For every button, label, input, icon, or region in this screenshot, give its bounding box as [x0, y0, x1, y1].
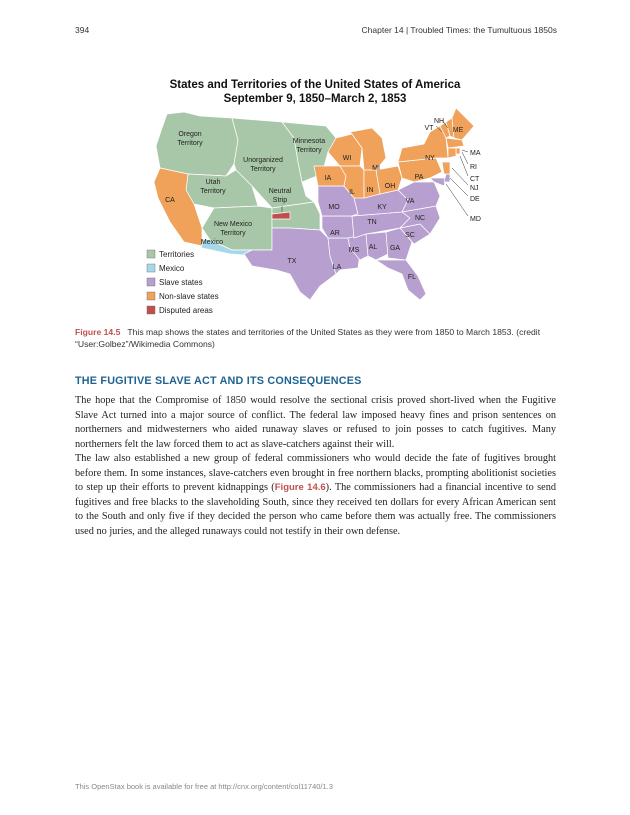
label-sc: SC	[405, 232, 415, 239]
label-ca: CA	[165, 197, 175, 204]
label-ms: MS	[348, 247, 360, 254]
label-ar: AR	[330, 230, 340, 237]
label-neutral-2: Strip	[272, 197, 288, 204]
label-oh: OH	[384, 183, 396, 190]
label-minnesota-2: Territory	[296, 147, 322, 154]
label-md: MD	[470, 216, 481, 223]
paragraph-1: The hope that the Compromise of 1850 would resolve the sectional crisis proved short-lived when the Fugitive Slave Act turned into a major source of conflict. The federal law imposed heavy fines and prison sentences on northerners and midwesterners who aided runaway slaves or refused to join posses to catch fugitives. Many northerners felt the law forced them to act as slave-catchers against their will.	[75, 395, 556, 450]
running-head: Chapter 14 | Troubled Times: the Tumultuous 1850s	[361, 25, 557, 35]
label-unorganized-1: Unorganized	[243, 157, 283, 164]
section-heading: THE FUGITIVE SLAVE ACT AND ITS CONSEQUENCES	[75, 375, 362, 387]
label-mexico: Mexico	[200, 239, 224, 246]
map-legend	[147, 250, 219, 315]
label-fl: FL	[407, 274, 417, 281]
label-de: DE	[470, 196, 480, 203]
state-nj	[442, 162, 450, 174]
label-utah-1: Utah	[205, 179, 221, 186]
state-ri	[456, 148, 460, 154]
legend-swatch-disputed	[147, 306, 155, 314]
label-mo: MO	[328, 204, 340, 211]
label-al: AL	[368, 244, 378, 251]
label-tx: TX	[287, 258, 297, 265]
label-nh: NH	[433, 118, 445, 125]
legend-swatch-slave	[147, 278, 155, 286]
legend-label-disputed: Disputed areas	[159, 306, 213, 315]
label-in: IN	[366, 187, 374, 194]
label-il: IL	[349, 189, 355, 196]
label-la: LA	[332, 264, 342, 271]
label-vt: VT	[424, 125, 434, 132]
label-va: VA	[405, 198, 415, 205]
label-new-mexico-1: New Mexico	[213, 221, 253, 228]
legend-label-territories: Territories	[159, 250, 195, 259]
label-new-mexico-2: Territory	[220, 230, 246, 237]
footer-note: This OpenStax book is available for free at http://cnx.org/content/col11740/1.3	[75, 782, 333, 791]
state-de	[444, 174, 450, 182]
label-ma: MA	[470, 150, 481, 157]
legend-label-mexico: Mexico	[159, 264, 185, 273]
label-nj: NJ	[470, 185, 479, 192]
map-title-line2: September 9, 1850–March 2, 1853	[223, 93, 407, 105]
label-ct: CT	[470, 176, 480, 183]
label-unorganized-2: Territory	[250, 166, 276, 173]
label-ia: IA	[324, 175, 332, 182]
map-title-line1: States and Territories of the United States of America	[169, 79, 461, 91]
state-ct	[448, 148, 456, 158]
figure-caption	[75, 327, 555, 350]
label-me: ME	[452, 127, 464, 134]
label-utah-2: Territory	[200, 188, 226, 195]
figure-caption-text: This map shows the states and territories of the United States as they were from 1850 to March 1853. (credit “User:Golbez”/Wikimedia Commons)	[75, 327, 541, 349]
legend-swatch-territories	[147, 250, 155, 258]
label-minnesota-1: Minnesota	[292, 138, 326, 145]
map-figure	[140, 78, 490, 323]
label-tn: TN	[367, 219, 377, 226]
state-fl	[376, 260, 426, 300]
state-me	[452, 108, 474, 140]
figure-label: Figure 14.5	[75, 327, 121, 337]
label-nc: NC	[414, 215, 426, 222]
label-pa: PA	[414, 174, 424, 181]
label-ri: RI	[470, 164, 477, 171]
us-map	[140, 78, 490, 323]
state-ny	[398, 126, 448, 162]
legend-swatch-nonslave	[147, 292, 155, 300]
figure-14-6-link[interactable]: Figure 14.6	[274, 482, 326, 494]
paragraph-2	[75, 452, 556, 540]
legend-label-slave: Slave states	[159, 278, 203, 287]
label-mi: MI	[372, 165, 380, 172]
label-ga: GA	[389, 245, 401, 252]
page-number: 394	[75, 25, 90, 35]
paragraph-2-part-a: The law also established a new group of federal commissioners who would decide the fate of fugitives brought before them. In some instances, slave-catchers even brought in free northern blacks, prompting abolitionist societies to step up their efforts to prevent kidnappings (	[75, 453, 556, 494]
label-oregon-1: Oregon	[178, 131, 202, 138]
label-oregon-2: Territory	[177, 140, 203, 147]
label-wi: WI	[342, 155, 352, 162]
legend-swatch-mexico	[147, 264, 155, 272]
paragraph-2-part-b: ). The commissioners had a financial incentive to send fugitives and free blacks to the slaveholding South, since they received ten dollars for every African American sent to the South and only five if they decided the person who came before them was actually free. The commissioners used no juries, and the alleged runaways could not testify in their own defense.	[75, 482, 556, 537]
label-neutral-1: Neutral	[268, 188, 292, 195]
label-ny: NY	[425, 155, 435, 162]
label-ky: KY	[377, 204, 387, 211]
legend-label-nonslave: Non-slave states	[159, 292, 219, 301]
